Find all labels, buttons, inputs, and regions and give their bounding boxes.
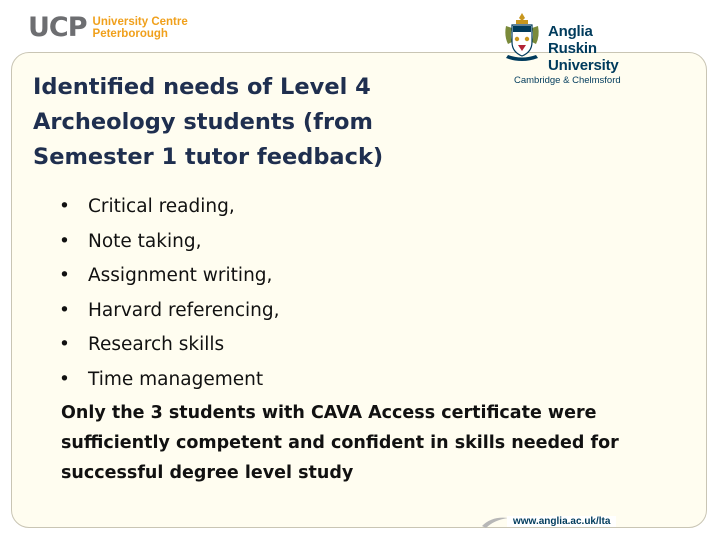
list-item-text: Assignment writing, <box>88 265 273 286</box>
ucp-logo-mark: UCP <box>28 12 87 43</box>
bullet-icon: • <box>59 299 70 321</box>
slide-title <box>33 70 453 175</box>
ucp-logo-name <box>93 16 188 40</box>
list-item <box>59 363 280 398</box>
slide-title-line: Semester 1 tutor feedback) <box>33 144 384 170</box>
conclusion-line: Only the 3 students with CAVA Access certificate were <box>61 403 597 423</box>
bullet-icon: • <box>59 265 70 286</box>
aru-logo-name-line1: Anglia Ruskin <box>548 23 597 57</box>
bullet-icon: • <box>59 368 70 390</box>
list-item-text: Research skills <box>88 334 225 355</box>
aru-campus-label: Cambridge & Chelmsford <box>510 75 625 86</box>
aru-crest-icon <box>502 12 542 64</box>
ucp-logo-name-line2: Peterborough <box>92 28 168 40</box>
conclusion-line: successful degree level study <box>61 463 354 483</box>
aru-logo <box>502 10 642 74</box>
list-item-text: Note taking, <box>88 230 202 252</box>
swoosh-icon <box>480 512 510 532</box>
bullet-icon: • <box>59 334 70 355</box>
slide-title-line: Identified needs of Level 4 <box>33 74 371 100</box>
list-item <box>59 259 280 294</box>
list-item <box>59 294 280 329</box>
bullet-icon: • <box>59 196 70 217</box>
aru-logo-name <box>548 23 642 74</box>
needs-list <box>59 190 280 397</box>
ucp-logo <box>28 13 188 43</box>
conclusion-line: sufficiently competent and confident in skills needed for <box>61 433 619 453</box>
bullet-icon: • <box>59 230 70 252</box>
footer-url: www.anglia.ac.uk/lta <box>507 516 616 527</box>
list-item <box>59 225 280 260</box>
slide-title-line: Archeology students (from <box>33 109 373 135</box>
list-item <box>59 190 280 225</box>
aru-logo-name-line2: University <box>548 57 619 74</box>
list-item-text: Time management <box>88 368 264 390</box>
list-item-text: Harvard referencing, <box>88 299 280 321</box>
conclusion-text <box>61 398 651 488</box>
list-item-text: Critical reading, <box>88 196 235 217</box>
ucp-logo-name-line1: University Centre <box>92 16 188 28</box>
list-item <box>59 328 280 363</box>
